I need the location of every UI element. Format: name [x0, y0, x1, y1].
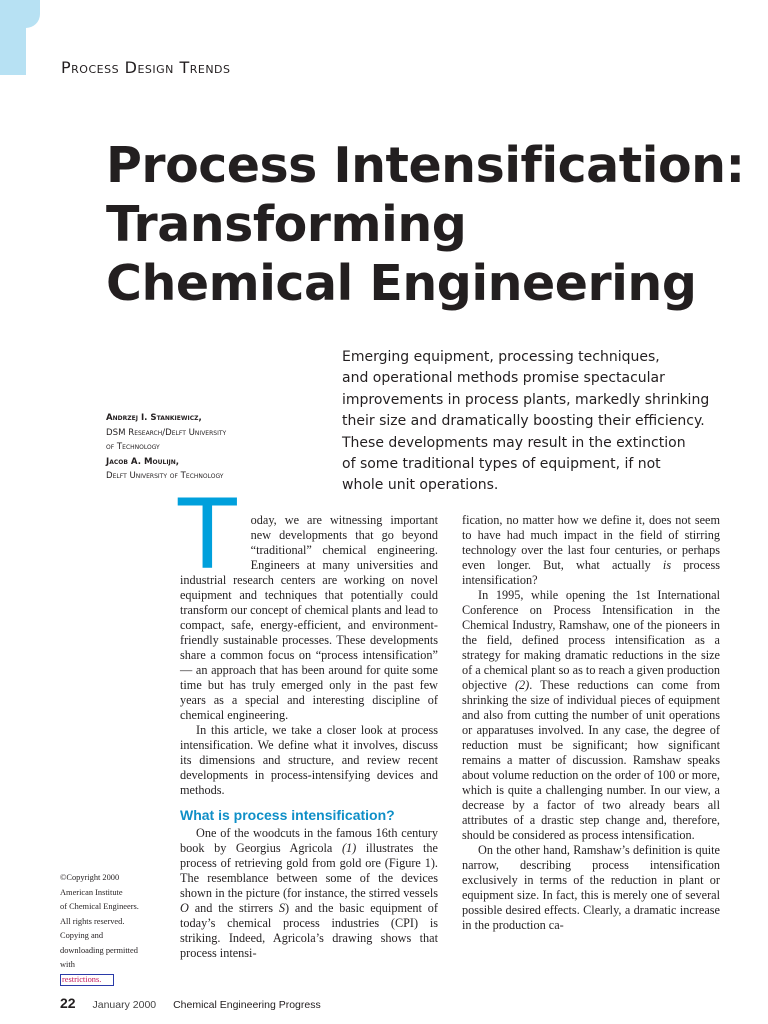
- copyright-line: [60, 958, 160, 987]
- title-line: Transforming: [106, 196, 467, 253]
- article-deck: [342, 347, 710, 497]
- paragraph-text: and the stirrers: [188, 901, 279, 915]
- emphasis: is: [662, 558, 672, 572]
- deck-line: whole unit operations.: [342, 477, 499, 494]
- deck-line: improvements in process plants, markedly shrinking: [342, 391, 710, 408]
- copyright-line: All rights reserved.: [60, 916, 125, 926]
- paragraph-text: process intensification?: [462, 558, 720, 587]
- author-name: Andrzej I. Stankiewicz,: [106, 413, 202, 423]
- deck-line: and operational methods promise spectacular: [342, 370, 665, 387]
- body-paragraph: [462, 513, 720, 588]
- copyright-prefix: with: [60, 960, 75, 969]
- page-footer: [60, 995, 321, 1011]
- paragraph-text: illustrates the process of retrieving gold from gold ore (Figure 1). The resemblance between some of the devices shown in the picture (for instance, the stirred vessels: [180, 841, 438, 900]
- paragraph-text: . These reductions can come from shrinking the size of individual pieces of equipment and also from cutting the number of unit operations or apparatuses involved. In any case, the degree of reduction must be significant; how significant remains a matter of discussion. Ramshaw speaks about volume reduction on the order of 100 or more, which is quite a challenging number. In our view, a decrease by a factor of two already bears all attributes of a drastic step change and, therefore, should be considered as process intensification.: [462, 678, 720, 842]
- section-subhead: What is process intensification?: [180, 807, 395, 823]
- body-paragraph: [462, 588, 720, 843]
- copyright-notice: [60, 871, 160, 987]
- section-label: Process Design Trends: [61, 58, 231, 77]
- title-line: Chemical Engineering: [106, 255, 697, 312]
- page-number: 22: [60, 995, 76, 1011]
- article-title: [106, 136, 746, 313]
- copyright-line: downloading permitted: [60, 945, 138, 955]
- figure-label: S: [278, 901, 285, 915]
- drop-cap: T: [178, 479, 237, 591]
- paragraph-text: In 1995, while opening the 1st International Conference on Process Intensification in the Chemical Industry, Ramshaw, one of the pioneers in the field, defined process intensification as a strategy for making dramatic reductions in the size of a chemical plant so as to reach a given production objective: [462, 588, 720, 692]
- paragraph-text: One of the woodcuts in the famous 16th century book by Georgius Agricola: [180, 826, 438, 855]
- issue-date: January 2000: [92, 999, 157, 1011]
- body-paragraph: In this article, we take a closer look at process intensification. We define what it involves, discuss its dimensions and structure, and review recent developments in process-intensifying devices and methods.: [180, 723, 438, 797]
- deck-line: their size and dramatically boosting their efficiency.: [342, 413, 705, 430]
- author-affiliation: of Technology: [106, 442, 160, 452]
- deck-line: Emerging equipment, processing techniques,: [342, 349, 660, 365]
- paragraph-text: ) and the basic equipment of today’s chemical process industries (CPI) is striking. Indeed, Agricola’s drawing shows that process intensi-: [180, 901, 438, 960]
- copyright-line: of Chemical Engineers.: [60, 902, 139, 911]
- copyright-line: ©Copyright 2000: [60, 873, 120, 882]
- author-affiliation: Delft University of Technology: [106, 471, 224, 481]
- body-paragraph: [180, 826, 438, 961]
- body-column-2: [462, 513, 720, 933]
- deck-line: These developments may result in the extinction: [342, 434, 686, 451]
- corner-tab-accent: [0, 0, 26, 75]
- journal-name: Chemical Engineering Progress: [173, 999, 321, 1011]
- deck-line: of some traditional types of equipment, if not: [342, 456, 661, 473]
- author-block: [106, 411, 306, 484]
- corner-tab-accent-notch: [26, 0, 40, 28]
- reference-citation: (1): [341, 841, 357, 855]
- reference-citation: (2): [514, 678, 530, 692]
- figure-label: O: [180, 901, 189, 915]
- title-line: Process Intensification:: [106, 137, 745, 194]
- copyright-line: American Institute: [60, 887, 123, 897]
- copyright-line: Copying and: [60, 931, 104, 940]
- author-name: Jacob A. Moulijn,: [106, 456, 180, 467]
- restrictions-link[interactable]: restrictions.: [60, 974, 114, 986]
- paragraph-text: oday, we are witnessing important new developments that go beyond “traditional” chemical engineering. Engineers at many universities and industrial research centers are working on novel equipment and techniques that potentially could transform our concept of chemical plants and lead to compact, safe, energy-efficient, and environment-friendly sustainable processes. These developments share a common focus on “process intensification” — an approach that has been around for quite some time but has truly emerged only in the past few years as a special and interesting discipline of chemical engineering.: [180, 513, 438, 722]
- paragraph-text: fication, no matter how we define it, does not seem to have had much impact in the field of stirring technology over the last four centuries, or perhaps even longer. But, what actually: [462, 513, 720, 572]
- body-paragraph: On the other hand, Ramshaw’s definition is quite narrow, describing process intensification exclusively in terms of the reduction in plant or equipment size. In fact, this is merely one of several possible desired effects. Clearly, a dramatic increase in the production ca-: [462, 843, 720, 932]
- author-affiliation: DSM Research/Delft University: [106, 427, 227, 438]
